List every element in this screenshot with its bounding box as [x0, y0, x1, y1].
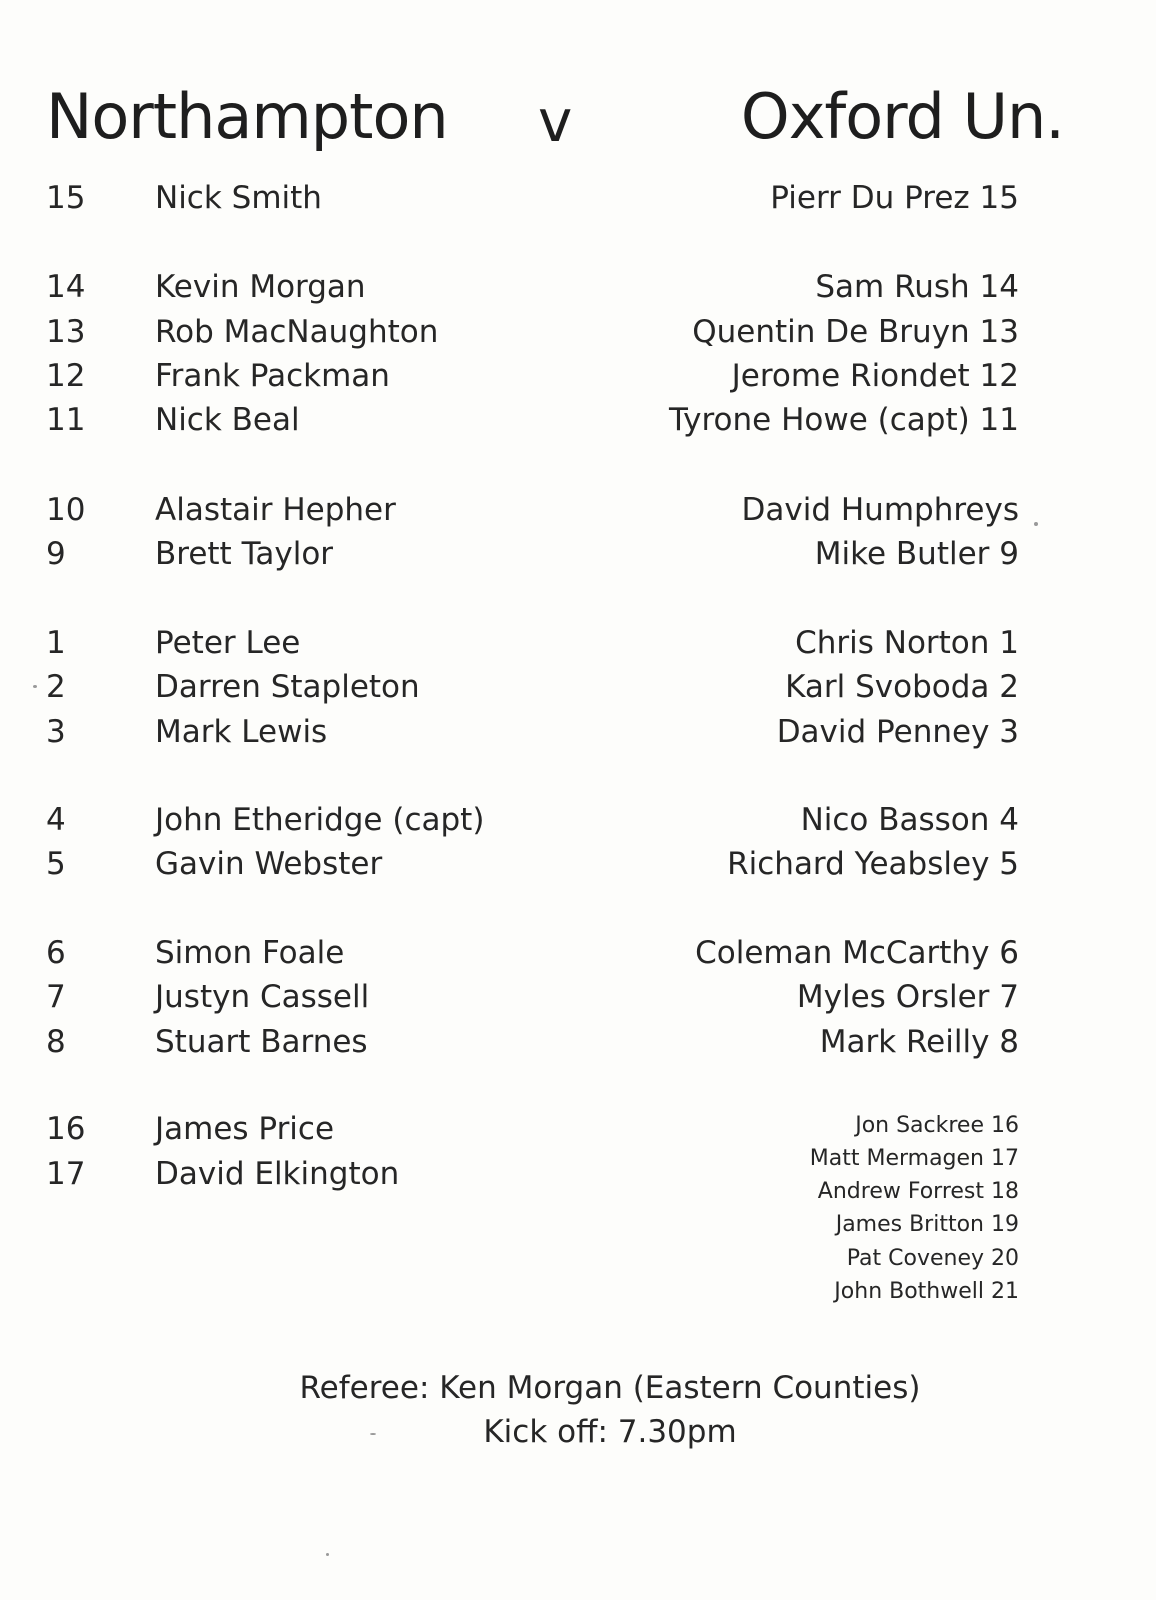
- away-player: Coleman McCarthy 6: [695, 935, 1019, 971]
- away-substitute: Jon Sackree 16: [855, 1113, 1019, 1138]
- home-player-number: 7: [46, 979, 66, 1015]
- home-player-number: 6: [46, 935, 66, 971]
- away-player: Mark Reilly 8: [819, 1024, 1019, 1060]
- away-player: Sam Rush 14: [815, 269, 1019, 305]
- home-player-name: James Price: [155, 1111, 335, 1147]
- home-player-name: Rob MacNaughton: [155, 314, 439, 350]
- away-player: Myles Orsler 7: [796, 979, 1019, 1015]
- home-team-title: Northampton: [46, 80, 448, 153]
- home-player-name: Brett Taylor: [155, 536, 334, 572]
- home-player-name: Stuart Barnes: [155, 1024, 368, 1060]
- home-player-number: 14: [46, 269, 86, 305]
- home-player-number: 2: [46, 669, 66, 705]
- home-player-number: 4: [46, 802, 66, 838]
- scan-speck: [1034, 522, 1038, 526]
- home-player-number: 5: [46, 846, 66, 882]
- away-substitute: Pat Coveney 20: [846, 1246, 1019, 1271]
- home-player-number: 8: [46, 1024, 66, 1060]
- home-player-number: 10: [46, 492, 86, 528]
- away-player: Karl Svoboda 2: [785, 669, 1019, 705]
- home-player-number: 11: [46, 402, 86, 438]
- away-player: Chris Norton 1: [795, 625, 1019, 661]
- home-player-name: Simon Foale: [155, 935, 345, 971]
- away-player: Jerome Riondet 12: [731, 358, 1019, 394]
- away-substitute: Andrew Forrest 18: [817, 1179, 1019, 1204]
- away-substitute: James Britton 19: [835, 1212, 1019, 1237]
- kickoff-line: Kick off: 7.30pm: [483, 1414, 737, 1450]
- home-player-name: Alastair Hepher: [155, 492, 396, 528]
- away-player: Quentin De Bruyn 13: [692, 314, 1019, 350]
- home-player-name: Gavin Webster: [155, 846, 383, 882]
- referee-line: Referee: Ken Morgan (Eastern Counties): [299, 1370, 921, 1406]
- home-player-name: Frank Packman: [155, 358, 390, 394]
- scan-speck: [326, 1553, 329, 1556]
- home-player-number: 16: [46, 1111, 86, 1147]
- away-team-title: Oxford Un.: [740, 80, 1064, 153]
- home-player-name: David Elkington: [155, 1156, 400, 1192]
- home-player-name: Peter Lee: [155, 625, 301, 661]
- away-player: David Penney 3: [776, 714, 1019, 750]
- away-player: Mike Butler 9: [814, 536, 1019, 572]
- home-player-number: 17: [46, 1156, 86, 1192]
- versus-label: v: [538, 87, 572, 155]
- away-substitute: Matt Mermagen 17: [809, 1146, 1019, 1171]
- away-player: Nico Basson 4: [800, 802, 1019, 838]
- home-player-name: Mark Lewis: [155, 714, 328, 750]
- home-player-name: Justyn Cassell: [155, 979, 370, 1015]
- home-player-number: 1: [46, 625, 66, 661]
- away-substitute: John Bothwell 21: [834, 1279, 1019, 1304]
- away-player: David Humphreys: [741, 492, 1019, 528]
- home-player-name: Darren Stapleton: [155, 669, 420, 705]
- home-player-number: 15: [46, 180, 86, 216]
- home-player-name: John Etheridge (capt): [155, 802, 485, 838]
- away-player: Pierr Du Prez 15: [770, 180, 1019, 216]
- away-player: Richard Yeabsley 5: [727, 846, 1019, 882]
- home-player-name: Nick Beal: [155, 402, 300, 438]
- away-player: Tyrone Howe (capt) 11: [669, 402, 1019, 438]
- scan-speck: [33, 685, 37, 688]
- home-player-number: 13: [46, 314, 86, 350]
- home-player-number: 3: [46, 714, 66, 750]
- home-player-name: Nick Smith: [155, 180, 322, 216]
- home-player-number: 12: [46, 358, 86, 394]
- home-player-name: Kevin Morgan: [155, 269, 366, 305]
- home-player-number: 9: [46, 536, 66, 572]
- scan-speck: [370, 1433, 376, 1435]
